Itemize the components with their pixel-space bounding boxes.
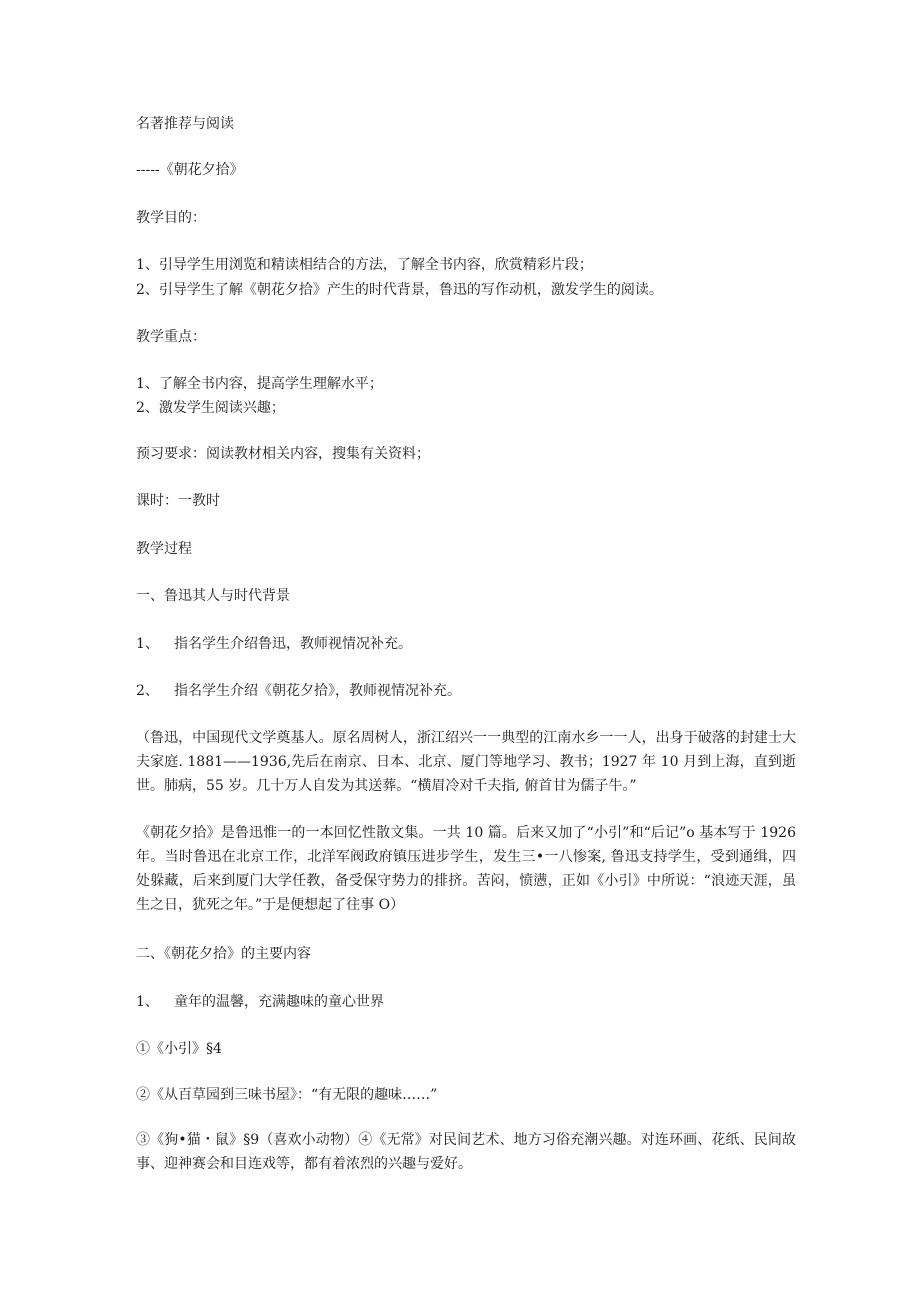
list-item-3-paragraph: ③《狗•猫・鼠》§9（喜欢小动物）④《无常》对民间艺术、地方习俗充潮兴趣。对连环画、花纸、民间故事、迎神赛会和目连戏等，都有着浓烈的兴趣与爱好。 — [136, 1132, 796, 1172]
section1-item-1 — [136, 634, 796, 654]
section1-heading: 一、鲁迅其人与时代背景 — [136, 588, 290, 604]
section2-item-1 — [136, 992, 796, 1012]
class-period: 课时：一教时 — [136, 493, 220, 509]
list-item-2: ②《从百草园到三味书屋》：“有无限的趣味……” — [136, 1087, 438, 1103]
focus-item-1: 1、了解全书内容，提高学生理解水平； — [136, 376, 383, 392]
section1-item-2-number: 2、 — [136, 683, 159, 699]
doc-subtitle: -----《朝花夕拾》 — [136, 162, 244, 178]
section1-item-1-text: 指名学生介绍鲁迅，教师视情况补充。 — [174, 636, 412, 652]
section2-item-1-number: 1、 — [136, 994, 159, 1010]
section2-item-1-text: 童年的温馨，充满趣味的童心世界 — [174, 994, 384, 1010]
section1-item-2-text: 指名学生介绍《朝花夕拾》，教师视情况补充。 — [174, 683, 461, 699]
focus-heading: 教学重点： — [136, 329, 206, 345]
objectives-heading: 教学目的： — [136, 210, 206, 226]
focus-item-2: 2、激发学生阅读兴趣； — [136, 400, 285, 416]
objective-item-2: 2、引导学生了解《朝花夕拾》产生的时代背景，鲁迅的写作动机，激发学生的阅读。 — [136, 282, 663, 298]
objective-item-1: 1、引导学生用浏览和精读相结合的方法，了解全书内容，欣赏精彩片段； — [136, 257, 593, 273]
section2-heading: 二、《朝花夕拾》的主要内容 — [136, 946, 311, 962]
list-item-1: ①《小引》§4 — [136, 1041, 222, 1057]
process-heading: 教学过程 — [136, 541, 192, 557]
book-background-paragraph: 《朝花夕拾》是鲁迅惟一的一本回忆性散文集。一共 10 篇。后来又加了“小引”和“后记”o 基本写于 1926 年。当时鲁迅在北京工作，北洋军阀政府镇压进步学生，发生三•一八惨案, 鲁迅支持学生，受到通缉，四处躲藏，后来到厦门大学任教，备受保守势力的排挤。苦闷，愤懑，正如《小引》中所说：“浪迹天涯，虽生之日，犹死之年。”于是便想起了往事 O） — [136, 825, 796, 913]
luxun-bio-paragraph: （鲁迅，中国现代文学奠基人。原名周树人，浙江绍兴一一典型的江南水乡一一人，出身于破落的封建士大夫家庭. 1881——1936,先后在南京、日本、北京、厦门等地学习、教书；1927 年 10 月到上海，直到逝世。肺病，55 岁。几十万人自发为其送葬。“横眉冷对千夫指, 俯首甘为儒子牛。” — [136, 730, 796, 794]
preview-requirement: 预习要求：阅读教材相关内容，搜集有关资料； — [136, 446, 430, 462]
doc-title: 名著推荐与阅读 — [136, 116, 234, 132]
section1-item-1-number: 1、 — [136, 636, 159, 652]
section1-item-2 — [136, 681, 796, 701]
